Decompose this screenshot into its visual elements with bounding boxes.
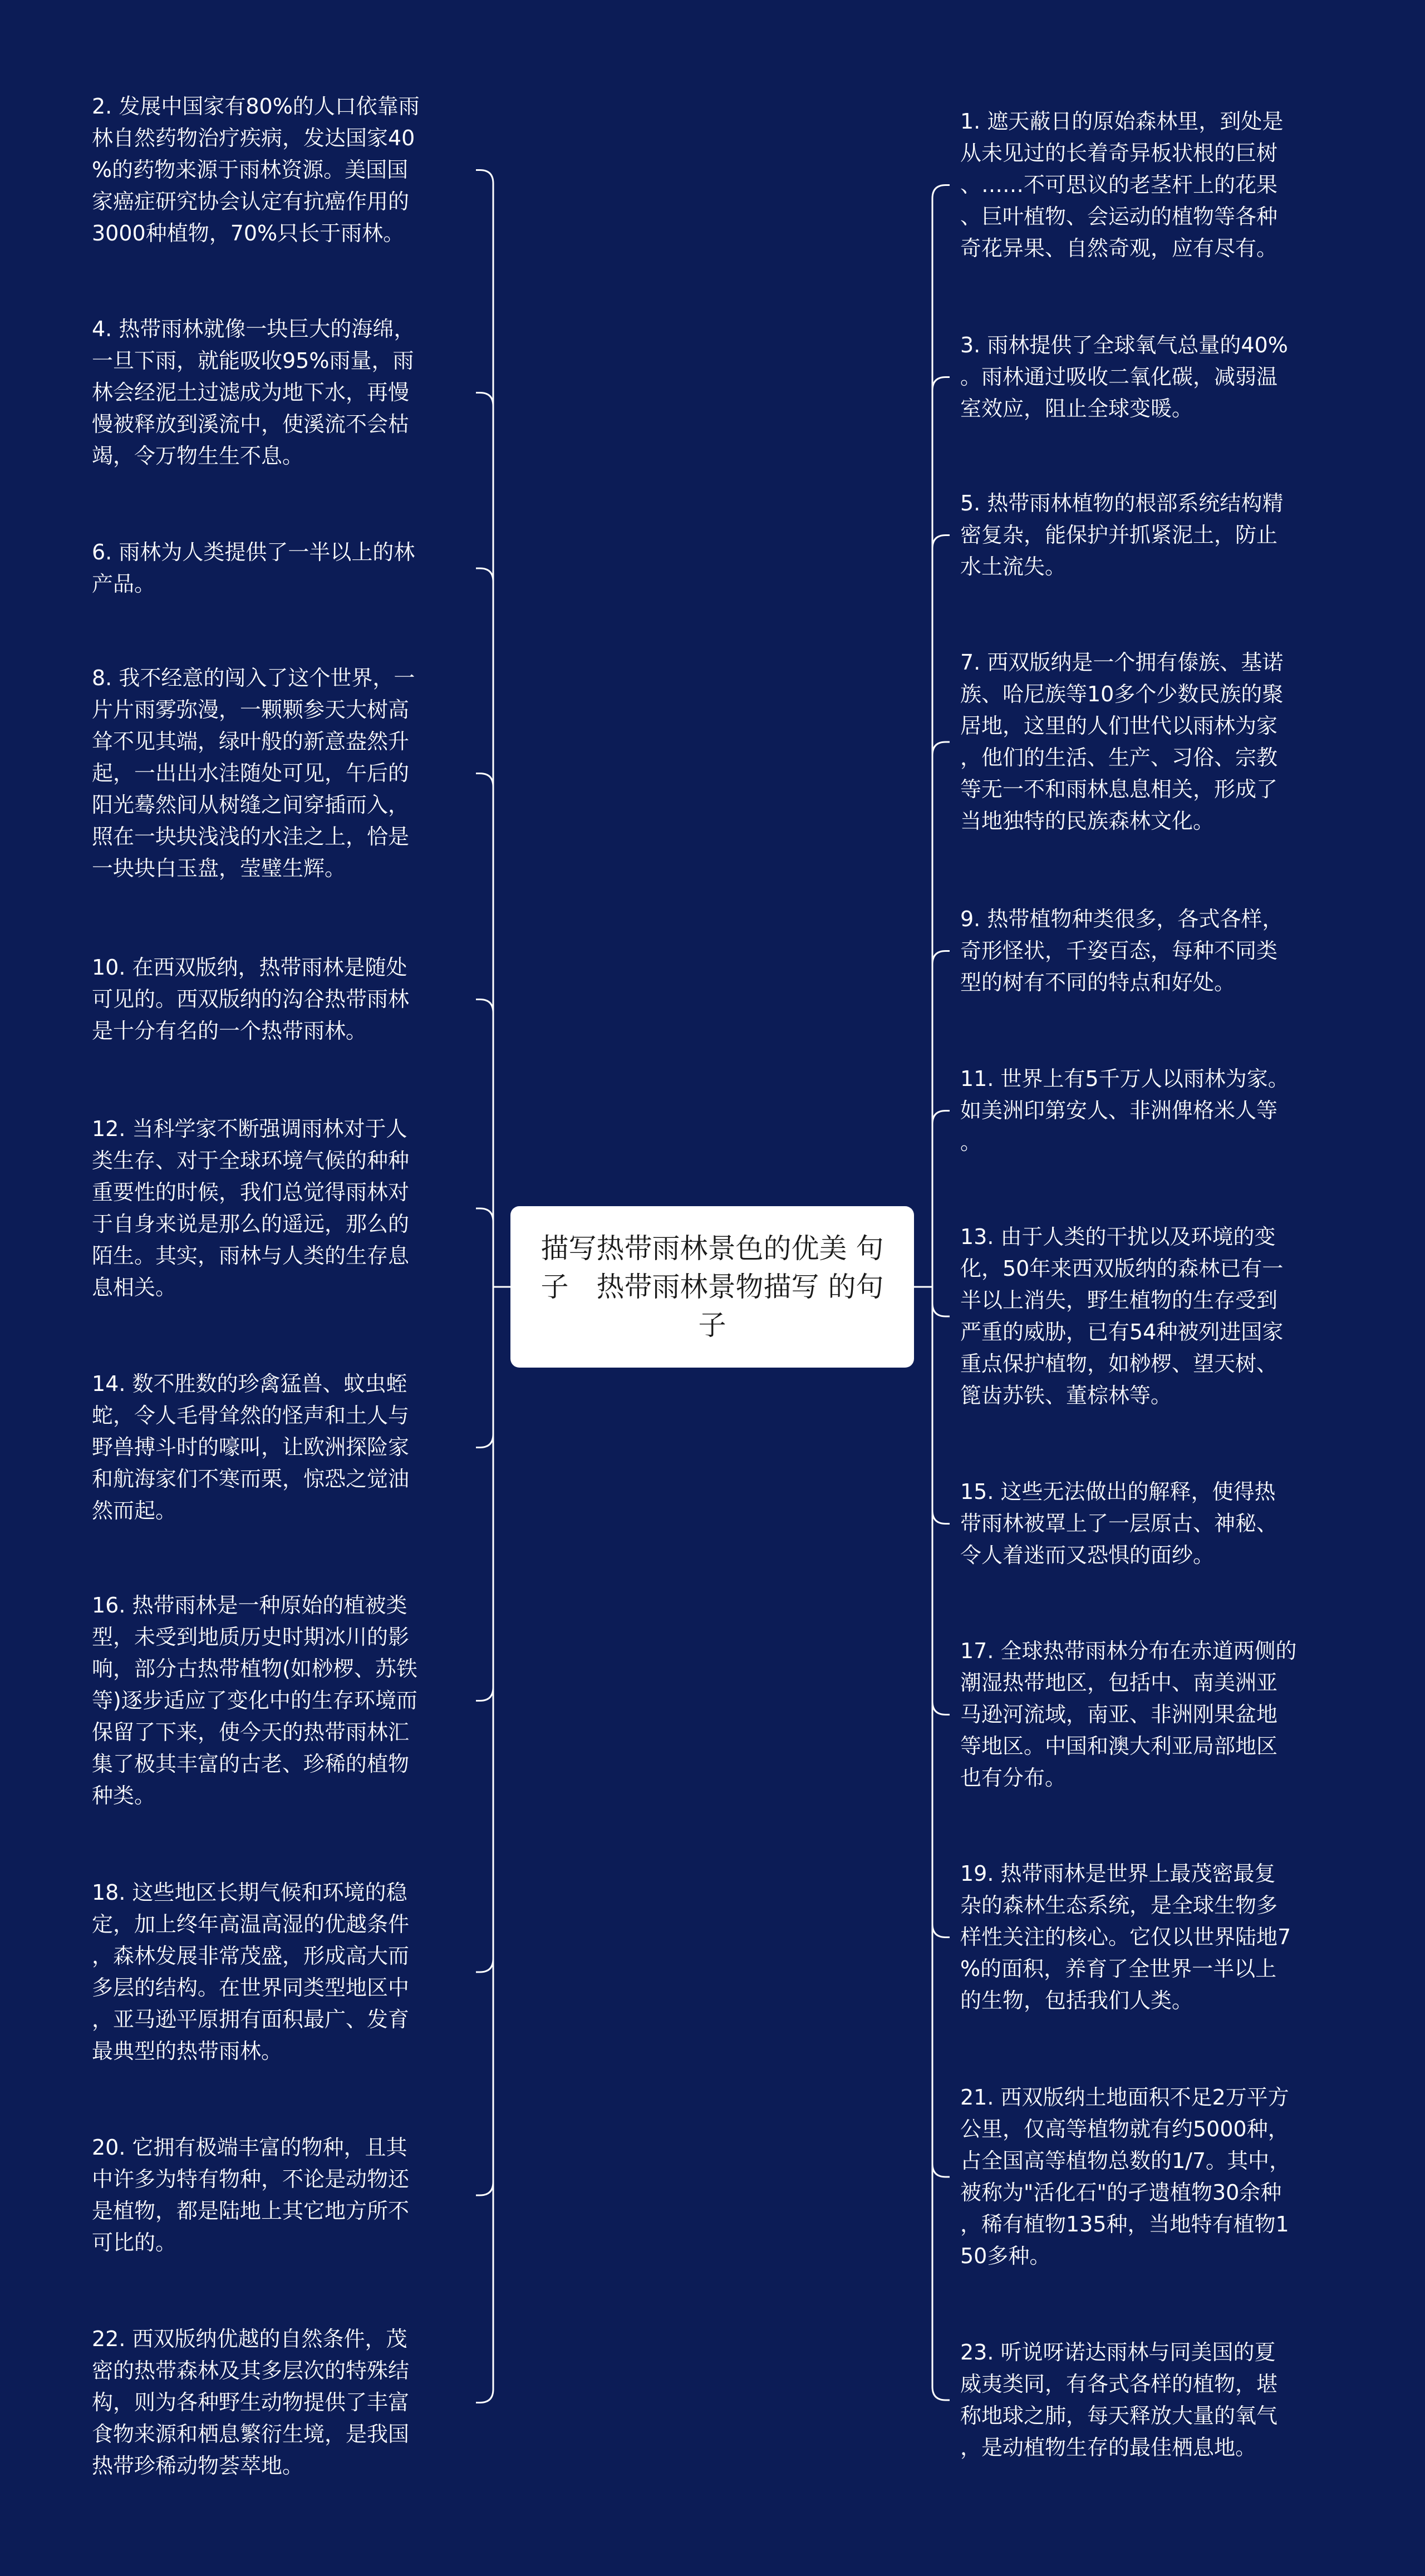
left-branch-item: 18. 这些地区长期气候和环境的稳 定，加上终年高温高湿的优越条件 ，森林发展非常茂盛，形成高大而 多层的结构。在世界同类型地区中 ，亚马逊平原拥有面积最广、发育 最典型的热带雨林。: [92, 1880, 410, 2063]
right-branch-connector: [932, 535, 950, 549]
right-branch-item: 11. 世界上有5千万人以雨林为家。 如美洲印第安人、非洲俾格米人等 。: [960, 1066, 1289, 1154]
right-branch-connector: [932, 951, 950, 965]
right-branch-connector: [932, 1702, 950, 1715]
right-branch-connector: [932, 185, 950, 199]
right-branch-connector: [932, 2387, 950, 2400]
left-branch-connector: [476, 2390, 493, 2403]
left-branch-connector: [476, 1688, 493, 1701]
right-branch-connector: [932, 1111, 950, 1124]
right-branch-item: 5. 热带雨林植物的根部系统结构精 密复杂，能保护并抓紧泥土，防止 水土流失。: [960, 491, 1284, 579]
left-branch-connector: [476, 1000, 493, 1013]
left-branch-connector: [476, 1208, 493, 1222]
right-branch-item: 3. 雨林提供了全球氧气总量的40% 。雨林通过吸收二氧化碳，减弱温 室效应，阻止全球变暖。: [960, 333, 1288, 421]
left-branch-item: 12. 当科学家不断强调雨林对于人 类生存、对于全球环境气候的种种 重要性的时候，我们总觉得雨林对 于自身来说是那么的遥远，那么的 陌生。其实，雨林与人类的生存息 息相关。: [92, 1117, 410, 1300]
left-branch-item: 8. 我不经意的闯入了这个世界，一 片片雨雾弥漫，一颗颗参天大树高 耸不见其端，绿叶般的新意盎然升 起，一出出水洼随处可见，午后的 阳光蓦然间从树缝之间穿插而入， 照在一块块浅浅的水洼之上，恰是 一块块白玉盘，莹璧生辉。: [92, 666, 415, 881]
left-branch-item: 14. 数不胜数的珍禽猛兽、蚊虫蛭 蛇，令人毛骨耸然的怪声和土人与 野兽搏斗时的嚎叫，让欧洲探险家 和航海家们不寒而栗，惊恐之觉油 然而起。: [92, 1371, 410, 1523]
right-branch-connector: [932, 377, 950, 391]
right-branch-item: 7. 西双版纳是一个拥有傣族、基诺 族、哈尼族等10多个少数民族的聚 居地，这里的人们世代以雨林为家 ，他们的生活、生产、习俗、宗教 等无一不和雨林息息相关，形成了 当地独特的民族森林文化。: [960, 650, 1284, 833]
left-branch-item: 2. 发展中国家有80%的人口依靠雨 林自然药物治疗疾病，发达国家40 %的药物来源于雨林资源。美国国 家癌症研究协会认定有抗癌作用的 3000种植物，70%只长于雨林。: [92, 94, 420, 245]
right-branch-connector: [932, 742, 950, 755]
left-branch-connector: [476, 1959, 493, 1972]
left-branch-item: 22. 西双版纳优越的自然条件，茂 密的热带森林及其多层次的特殊结 构，则为各种野生动物提供了丰富 食物来源和栖息繁衍生境，是我国 热带珍稀动物荟萃地。: [92, 2327, 410, 2478]
right-branch-connector: [932, 1924, 950, 1938]
right-branch-item: 21. 西双版纳土地面积不足2万平方 公里，仅高等植物就有约5000种， 占全国高等植物总数的1/7。其中， 被称为"活化石"的孑遗植物30余种 ，稀有植物135种，当地特有植物1 50多种。: [960, 2085, 1291, 2268]
right-branch-item: 9. 热带植物种类很多，各式各样， 奇形怪状，千姿百态，每种不同类 型的树有不同的特点和好处。: [960, 907, 1284, 995]
left-branch-connector: [476, 393, 493, 406]
right-branch-item: 13. 由于人类的干扰以及环境的变 化，50年来西双版纳的森林已有一 半以上消失，野生植物的生存受到 严重的威胁，已有54种被列进国家 重点保护植物，如桫椤、望天树、 篦齿苏铁、董棕林等。: [960, 1225, 1284, 1408]
left-branch-connector: [476, 774, 493, 787]
left-branch-item: 16. 热带雨林是一种原始的植被类 型，未受到地质历史时期冰川的影 响，部分古热带植物(如桫椤、苏铁 等)逐步适应了变化中的生存环境而 保留了下来，使今天的热带雨林汇 集了极其丰富的古老、珍稀的植物 种类。: [92, 1593, 417, 1808]
right-branch-item: 23. 听说呀诺达雨林与同美国的夏 威夷类同，有各式各样的植物，堪 称地球之肺，每天释放大量的氧气 ，是动植物生存的最佳栖息地。: [960, 2340, 1278, 2460]
right-branch-connector: [932, 1511, 950, 1524]
right-branch-connector: [932, 2164, 950, 2177]
left-branch-connector: [476, 2182, 493, 2195]
left-branch-item: 4. 热带雨林就像一块巨大的海绵， 一旦下雨，就能吸收95%雨量，雨 林会经泥土过滤成为地下水，再慢 慢被释放到溪流中，使溪流不会枯 竭，令万物生生不息。: [92, 317, 415, 468]
left-branch-connector: [476, 568, 493, 582]
right-branch-connector: [932, 1303, 950, 1316]
right-branch-item: 1. 遮天蔽日的原始森林里，到处是 从未见过的长着奇异板状根的巨树 、……不可思议的老茎杆上的花果 、巨叶植物、会运动的植物等各种 奇花异果、自然奇观，应有尽有。: [960, 109, 1284, 260]
right-branch-item: 15. 这些无法做出的解释，使得热 带雨林被罩上了一层原古、神秘、 令人着迷而又恐惧的面纱。: [960, 1479, 1278, 1567]
right-branch-item: 17. 全球热带雨林分布在赤道两侧的 潮湿热带地区，包括中、南美洲亚 马逊河流域，南亚、非洲刚果盆地 等地区。中国和澳大利亚局部地区 也有分布。: [960, 1639, 1297, 1790]
left-branch-item: 20. 它拥有极端丰富的物种，且其 中许多为特有物种，不论是动物还 是植物，都是陆地上其它地方所不 可比的。: [92, 2135, 410, 2255]
left-branch-item: 10. 在西双版纳，热带雨林是随处 可见的。西双版纳的沟谷热带雨林 是十分有名的一个热带雨林。: [92, 955, 410, 1043]
central-topic-node[interactable]: 描写热带雨林景色的优美 句子 热带雨林景物描写 的句子: [510, 1206, 914, 1368]
left-branch-connector: [476, 170, 493, 184]
right-branch-item: 19. 热带雨林是世界上最茂密最复 杂的森林生态系统，是全球生物多 样性关注的核心。它仅以世界陆地7 %的面积，养育了全世界一半以上 的生物，包括我们人类。: [960, 1861, 1291, 2013]
left-branch-item: 6. 雨林为人类提供了一半以上的林 产品。: [92, 540, 415, 596]
left-branch-connector: [476, 1434, 493, 1448]
